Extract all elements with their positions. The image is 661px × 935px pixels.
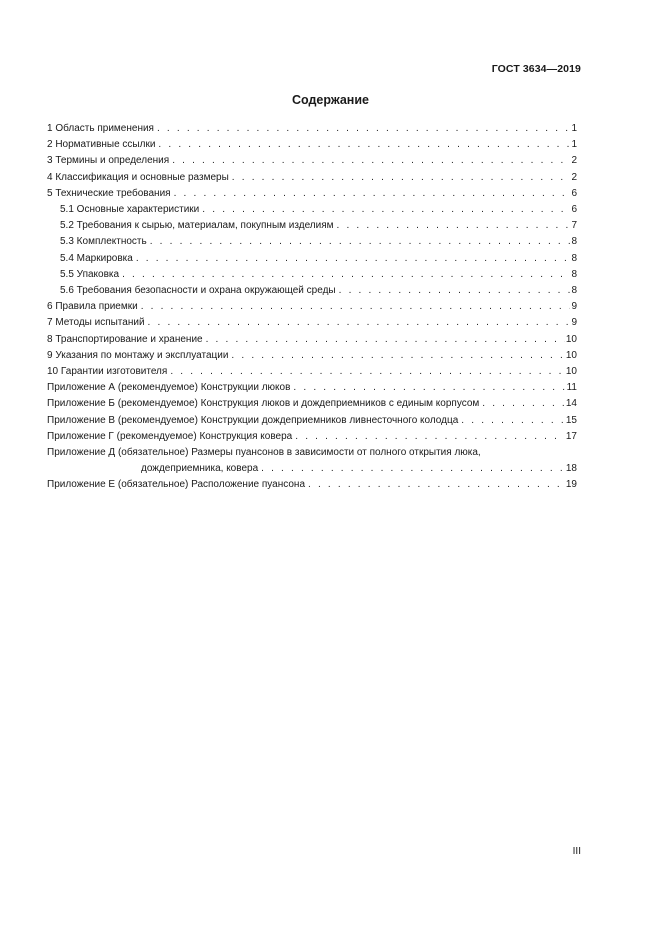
toc-entry-page: 10 (565, 366, 577, 378)
toc-entry-label-continued: дождеприемника, ковера (141, 463, 259, 475)
toc-entry-label: 1 Область применения (47, 123, 154, 134)
toc-entry-continuation (47, 461, 577, 477)
toc-entry-label: Приложение А (рекомендуемое) Конструкции люков (47, 382, 291, 394)
toc-entry[interactable] (47, 170, 577, 186)
toc-entry-label: 4 Классификация и основные размеры (47, 171, 229, 183)
document-standard-header: ГОСТ 3634—2019 (491, 63, 581, 75)
toc-entry-label: 3 Термины и определения (47, 155, 170, 167)
toc-entry-label: 5.6 Требования безопасности и охрана окружающей среды (60, 285, 336, 297)
toc-entry-label: Приложение Б (рекомендуемое) Конструкция люков и дождеприемников с единым корпусом (47, 398, 480, 410)
toc-entry-appendix[interactable] (47, 477, 577, 493)
toc-leader-dots (295, 429, 565, 445)
toc-entry-label: 5.2 Требования к сырью, материалам, покупным изделиям (60, 220, 334, 232)
toc-entry[interactable] (47, 299, 577, 315)
toc-leader-dots (158, 137, 570, 153)
toc-entry-page: 1 (571, 123, 577, 134)
toc-entry-page: 8 (571, 268, 577, 280)
toc-leader-dots (170, 364, 565, 380)
toc-entry-page: 17 (565, 430, 577, 442)
toc-leader-dots (202, 202, 570, 218)
toc-entry-label: 5 Технические требования (47, 187, 171, 199)
toc-subentry[interactable] (47, 251, 577, 267)
toc-entry-label: Приложение Е (обязательное) Расположение пуансона (47, 479, 306, 491)
toc-entry-page: 8 (571, 252, 577, 264)
toc-entry-label: 2 Нормативные ссылки (47, 139, 156, 151)
toc-subentry[interactable] (47, 218, 577, 234)
toc-entry-page: 19 (565, 479, 577, 491)
toc-entry-page: 8 (571, 285, 577, 297)
toc-leader-dots (293, 380, 565, 396)
toc-subentry[interactable] (47, 234, 577, 250)
toc-entry-label: 7 Методы испытаний (47, 317, 145, 329)
toc-entry-page: 2 (571, 171, 577, 183)
toc-subentry[interactable] (47, 283, 577, 299)
toc-leader-dots (122, 267, 570, 283)
toc-entry-page: 9 (571, 301, 577, 313)
toc-entry-label: Приложение В (рекомендуемое) Конструкции дождеприемников ливнесточного колодца (47, 414, 459, 426)
toc-entry-label: 5.4 Маркировка (60, 252, 133, 264)
toc-entry-page: 15 (565, 414, 577, 426)
toc-entry[interactable] (47, 332, 577, 348)
toc-leader-dots (172, 153, 570, 169)
toc-entry[interactable] (47, 137, 577, 153)
toc-entry-label: 5.1 Основные характеристики (60, 204, 200, 216)
toc-entry-page: 6 (571, 187, 577, 199)
toc-entry-page: 6 (571, 204, 577, 216)
table-of-contents (47, 121, 577, 494)
toc-entry-page: 18 (565, 463, 577, 475)
toc-entry[interactable] (47, 186, 577, 202)
toc-entry-page: 1 (571, 139, 577, 151)
toc-entry[interactable] (47, 153, 577, 169)
toc-entry-page: 8 (571, 236, 577, 248)
toc-leader-dots (461, 413, 565, 429)
toc-entry-page: 14 (565, 398, 577, 410)
toc-subentry[interactable] (47, 202, 577, 218)
toc-subentry[interactable] (47, 267, 577, 283)
toc-entry-label: 6 Правила приемки (47, 301, 138, 313)
toc-entry-label: Приложение Г (рекомендуемое) Конструкция ковера (47, 430, 293, 442)
toc-entry-label: 5.5 Упаковка (60, 268, 120, 280)
toc-entry-page: 10 (565, 349, 577, 361)
toc-leader-dots (261, 461, 565, 477)
toc-entry-label: 8 Транспортирование и хранение (47, 333, 203, 345)
toc-entry-label: Приложение Д (обязательное) Размеры пуансонов в зависимости от полного открытия люка, (47, 447, 481, 459)
toc-entry[interactable] (47, 315, 577, 331)
toc-entry-page: 11 (566, 382, 577, 394)
toc-entry[interactable] (47, 121, 577, 137)
toc-leader-dots (157, 121, 570, 137)
toc-leader-dots (337, 218, 571, 234)
toc-leader-dots (141, 299, 571, 315)
toc-leader-dots (148, 315, 571, 331)
toc-entry-page: 9 (571, 317, 577, 329)
toc-entry[interactable] (47, 364, 577, 380)
toc-entry-appendix[interactable] (47, 429, 577, 445)
toc-entry-page: 10 (565, 333, 577, 345)
toc-entry-page: 2 (571, 155, 577, 167)
toc-leader-dots (308, 477, 565, 493)
toc-leader-dots (232, 170, 571, 186)
toc-entry-appendix[interactable] (47, 396, 577, 412)
toc-entry-appendix[interactable] (47, 413, 577, 429)
toc-leader-dots (339, 283, 571, 299)
page-number: III (572, 846, 581, 857)
toc-entry-label: 10 Гарантии изготовителя (47, 366, 168, 378)
toc-title: Содержание (291, 93, 369, 107)
toc-leader-dots (136, 251, 571, 267)
toc-entry-label: 9 Указания по монтажу и эксплуатации (47, 349, 229, 361)
toc-entry-label: 5.3 Комплектность (60, 236, 147, 248)
toc-entry-appendix[interactable] (47, 445, 577, 477)
toc-leader-dots (174, 186, 571, 202)
toc-leader-dots (206, 332, 565, 348)
toc-entry-appendix[interactable] (47, 380, 577, 396)
toc-leader-dots (231, 348, 564, 364)
toc-entry[interactable] (47, 348, 577, 364)
toc-leader-dots (150, 234, 571, 250)
toc-leader-dots (482, 396, 565, 412)
toc-entry-page: 7 (571, 220, 577, 232)
